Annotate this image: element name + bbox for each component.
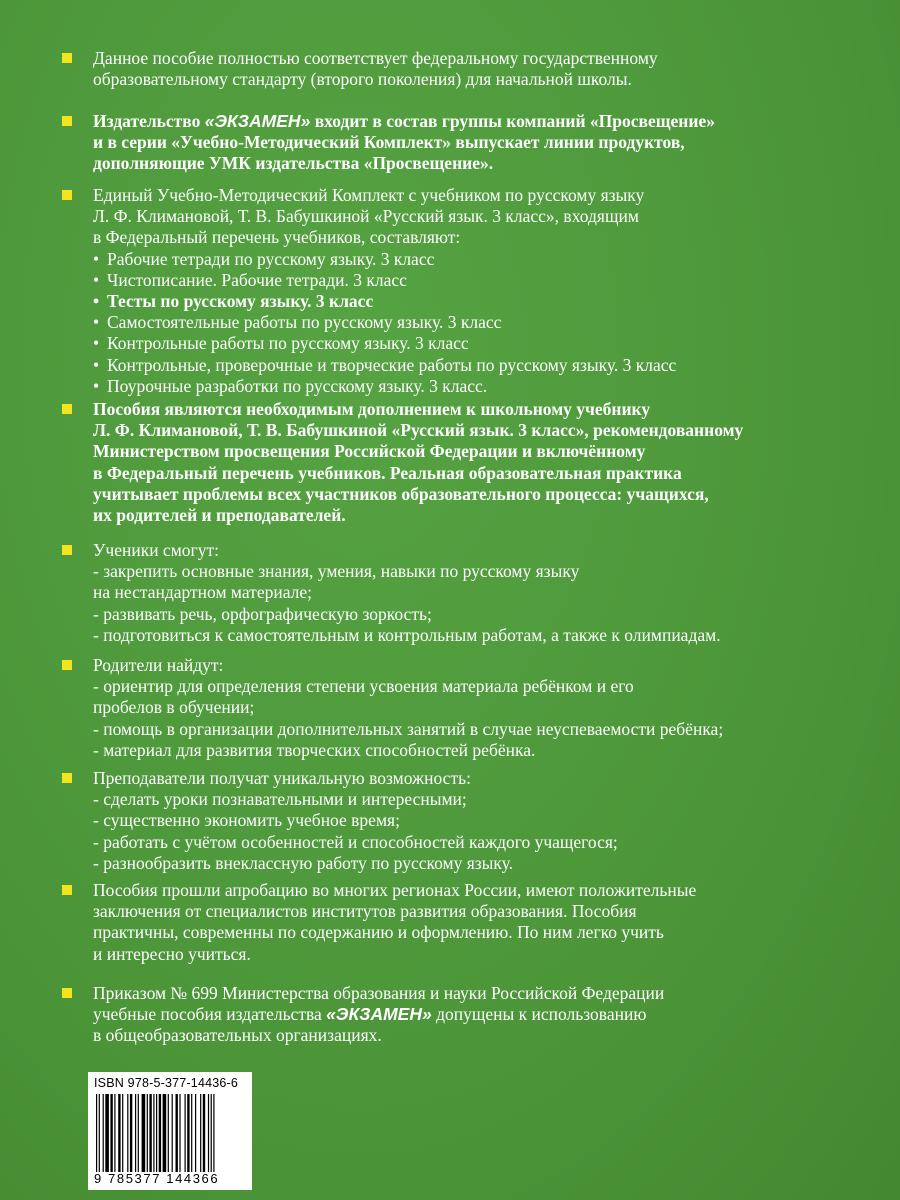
barcode-bar — [168, 1094, 169, 1172]
bullet-square — [62, 190, 72, 200]
barcode-bar — [96, 1094, 97, 1172]
barcode-bar — [156, 1094, 157, 1172]
barcode-bar — [213, 1094, 214, 1172]
barcode-bar — [191, 1094, 192, 1172]
barcode-bar — [110, 1094, 112, 1172]
barcode-bar — [185, 1094, 186, 1172]
barcode-bars — [96, 1094, 246, 1172]
barcode-bar — [172, 1094, 173, 1172]
section-text: Пособия являются необходимым дополнением к школьному учебнику Л. Ф. Климановой, Т. В. Бабушкиной «Русский язык. 3 класс», рекомендованному Министерством просвещения Российской Федерации и включённому в Федеральный перечень учебников. Реальная образовательная практика учитывает проблемы всех участников образовательного процесса: учащихся, их родителей и преподавателей. — [93, 399, 744, 526]
barcode-bar — [203, 1094, 205, 1172]
publisher-brand: «ЭКЗАМЕН» — [326, 1004, 432, 1025]
section-text: Издательство «ЭКЗАМЕН» входит в состав группы компаний «Просвещение» и в серии «Учебно-Методический Комплект» выпускает линии продуктов, дополняющие УМК издательства «Просвещение». — [93, 111, 715, 174]
barcode-bar — [147, 1094, 148, 1172]
section-text: Преподаватели получат уникальную возможность: - сделать уроки познавательными и интересными; - существенно экономить учебное время; - работать с учётом особенностей и способностей каждого учащегося; - разнообразить внеклассную работу по русскому языку. — [93, 768, 618, 873]
barcode-bar — [211, 1094, 212, 1172]
list-item: • Рабочие тетради по русскому языку. 3 класс — [93, 249, 883, 270]
barcode-bar — [176, 1094, 178, 1172]
section-text: Ученики смогут: - закрепить основные знания, умения, навыки по русскому языку на нестандартном материале; - развивать речь, орфографическую зоркость; - подготовиться к самостоятельным и контрольным работам, а также к олимпиадам. — [93, 540, 721, 645]
barcode-bar — [135, 1094, 136, 1172]
barcode-bar — [195, 1094, 196, 1172]
barcode-bar — [200, 1094, 201, 1172]
barcode-bar — [103, 1094, 104, 1172]
bullet-square — [62, 885, 72, 895]
isbn-label: ISBN 978-5-377-14436-6 — [94, 1076, 239, 1090]
section-text: Единый Учебно-Методический Комплект с учебником по русскому языку Л. Ф. Климановой, Т. В. Бабушкиной «Русский язык. 3 класс», входящим в Федеральный перечень учебников, составляют: • Рабочие тетради по русскому языку. 3 класс • Чистописание. Рабочие тетради. 3 класс • Тесты по русскому языку. 3 класс • Самостоятельные работы по русскому языку. 3 класс • Контрольные работы по русскому языку. 3 класс • Контрольные, проверочные и творческие работы по русскому языку. 3 класс • Поурочные разработки по русскому языку. 3 класс. — [93, 185, 883, 397]
barcode-bar — [187, 1094, 189, 1172]
bullet-square — [62, 404, 72, 414]
section-text: Данное пособие полностью соответствует федеральному государственному образовательному стандарту (второго поколения) для начальной школы. — [93, 48, 658, 90]
bullet-square — [62, 988, 72, 998]
barcode-bar — [159, 1094, 161, 1172]
barcode-bar — [99, 1094, 100, 1172]
section-text: Приказом № 699 Министерства образования и науки Российской Федерации учебные пособия издательства «ЭКЗАМЕН» допущены к использованию в общеобразовательных организациях. — [93, 983, 665, 1046]
list-item-highlight: • Тесты по русскому языку. 3 класс — [93, 291, 883, 312]
barcode-bar — [163, 1094, 167, 1172]
list-item: • Контрольные, проверочные и творческие работы по русскому языку. 3 класс — [93, 355, 883, 376]
bullet-square — [62, 773, 72, 783]
list-item: • Самостоятельные работы по русскому языку. 3 класс — [93, 312, 883, 333]
list-item: • Контрольные работы по русскому языку. 3 класс — [93, 333, 883, 354]
barcode-bar — [138, 1094, 139, 1172]
barcode-bar — [179, 1094, 180, 1172]
bullet-square — [62, 660, 72, 670]
section-text: Родители найдут: - ориентир для определения степени усвоения материала ребёнком и его пробелов в обучении; - помощь в организации дополнительных занятий в случае неуспеваемости ребёнка; - материал для развития творческих способностей ребёнка. — [93, 655, 724, 760]
barcode-bar — [114, 1094, 115, 1172]
barcode-bar — [105, 1094, 109, 1172]
section-text: Пособия прошли апробацию во многих регионах России, имеют положительные заключения от специалистов институтов развития образования. Пособия практичны, современны по содержанию и оформлению. По ним легко учить и интересно учиться. — [93, 880, 697, 964]
barcode-digits: 9 785377 144366 — [94, 1171, 220, 1186]
publisher-brand: «ЭКЗАМЕН» — [204, 111, 311, 131]
barcode-bar — [122, 1094, 123, 1172]
bullet-square — [62, 545, 72, 555]
barcode-bar — [127, 1094, 128, 1172]
barcode-bar — [153, 1094, 154, 1172]
isbn-barcode — [88, 1072, 252, 1190]
list-item: • Чистописание. Рабочие тетради. 3 класс — [93, 270, 883, 291]
barcode-bar — [118, 1094, 120, 1172]
bullet-square — [62, 53, 72, 63]
barcode-bar — [149, 1094, 151, 1172]
barcode-bar — [142, 1094, 146, 1172]
bullet-square — [62, 116, 72, 126]
barcode-bar — [130, 1094, 132, 1172]
barcode-bar — [208, 1094, 209, 1172]
list-item: • Поурочные разработки по русскому языку. 3 класс. — [93, 376, 883, 397]
